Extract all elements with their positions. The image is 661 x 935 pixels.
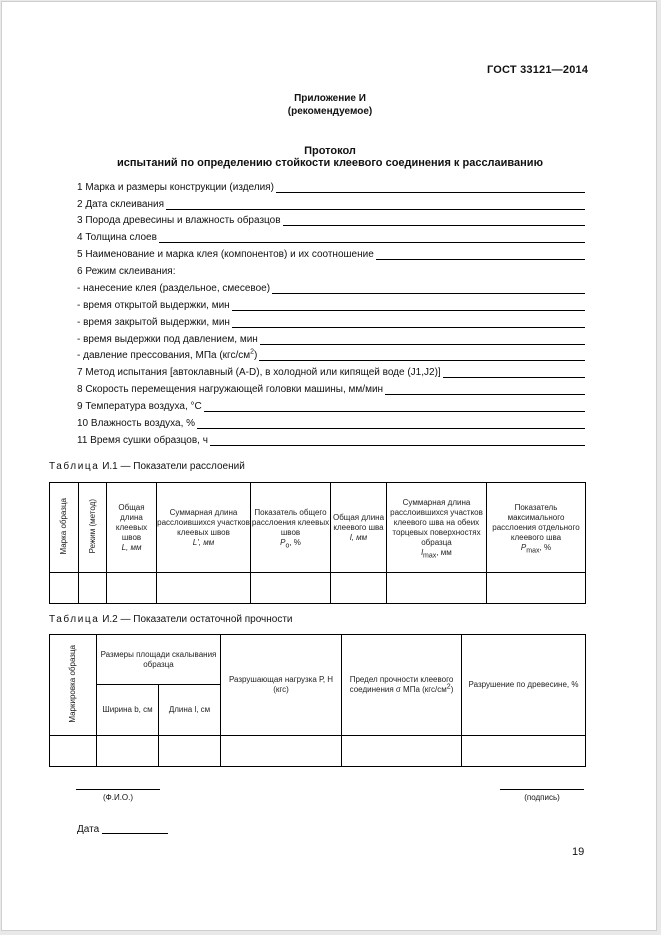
name-line[interactable] [76,789,160,790]
form-item-10: 10 Влажность воздуха, % [77,416,585,430]
form-item-8: 8 Скорость перемещения нагружающей головки машины, мм/мин [77,382,585,396]
table-cell[interactable] [107,573,157,604]
fill-line[interactable] [259,360,585,361]
form-item-6: 6 Режим склеивания: [77,266,176,277]
header-delaminated-length: Суммарная длина расслоившихся участков клеевых швов L', мм [157,483,251,573]
form-item-6-1: - нанесение клея (раздельное, смесевое) [77,281,585,295]
fill-line[interactable] [443,377,585,378]
form-item-11: 11 Время сушки образцов, ч [77,433,585,447]
header-sample-marking: Маркировка образца [50,635,97,736]
table-1-caption: Таблица И.1 — Показатели расслоений [49,461,245,472]
form-item-5: 5 Наименование и марка клея (компонентов) и их соотношение [77,247,585,261]
name-signature: (Ф.И.О.) [76,789,160,802]
table-cell[interactable] [251,573,331,604]
header-wood-failure: Разрушение по древесине, % [462,635,586,736]
header-max-delamination: Показатель максимального расслоения отдельного клеевого шва $Р_{max}$, % [487,483,586,573]
fill-line[interactable] [159,242,585,243]
signature-line[interactable] [500,789,584,790]
header-seam-length: Общая длина клеевого шва l, мм [331,483,387,573]
fill-line[interactable] [272,293,585,294]
header-mode: Режим (метод) [79,483,107,573]
header-total-length: Общая длина клеевых швов L, мм [107,483,157,573]
table-cell[interactable] [221,736,342,767]
form-item-7: 7 Метод испытания [автоклавный (A-D), в холодной или кипящей воде (J1,J2)] [77,365,585,379]
table-cell[interactable] [487,573,586,604]
form-item-3: 3 Порода древесины и влажность образцов [77,213,585,227]
protocol-title: Протокол [304,145,356,157]
form-item-4: 4 Толщина слоев [77,230,585,244]
header-total-delamination: Показатель общего расслоения клеевых швов $Р_о$, % [251,483,331,573]
form-item-6-2: - время открытой выдержки, мин [77,298,585,312]
table-row [50,736,586,767]
page-number: 19 [572,846,585,858]
table-cell[interactable] [387,573,487,604]
header-strength-limit: Предел прочности клеевого соединения σ МПа $(кгс/см^2)$ [342,635,462,736]
table-cell[interactable] [50,573,79,604]
table-cell[interactable] [462,736,586,767]
header-length: Длина l, см [159,685,221,736]
protocol-subtitle: испытаний по определению стойкости клеевого соединения к расслаиванию [117,157,543,169]
fill-line[interactable] [232,310,585,311]
form-item-6-5: - давление прессования, МПа $(кгс/см^2)$ [77,348,585,362]
header-sample-mark: Марка образца [50,483,79,573]
table-cell[interactable] [97,736,159,767]
fill-line[interactable] [376,259,585,260]
table-1 [49,482,586,604]
form-item-6-3: - время закрытой выдержки, мин [77,315,585,329]
signature-block: (подпись) [500,789,584,802]
table-cell[interactable] [342,736,462,767]
fill-line[interactable] [197,428,585,429]
table-row [50,573,586,604]
table-cell[interactable] [79,573,107,604]
fill-line[interactable] [283,225,585,226]
standard-number: ГОСТ 33121—2014 [487,64,589,76]
header-breaking-load: Разрушающая нагрузка Р, Н (кгс) [221,635,342,736]
fill-line[interactable] [204,411,585,412]
document-page [1,1,657,931]
fill-line[interactable] [210,445,585,446]
appendix-title: Приложение И [294,93,366,104]
form-item-2: 2 Дата склеивания [77,197,585,211]
appendix-subtitle: (рекомендуемое) [287,106,373,117]
table-cell[interactable] [50,736,97,767]
table-2 [49,634,586,767]
fill-line[interactable] [385,394,585,395]
table-2-caption: Таблица И.2 — Показатели остаточной прочности [49,614,293,625]
table-cell[interactable] [159,736,221,767]
fill-line[interactable] [260,344,585,345]
form-item-1: 1 Марка и размеры конструкции (изделия) [77,180,585,194]
fill-line[interactable] [166,209,585,210]
form-item-6-4: - время выдержки под давлением, мин [77,332,585,346]
date-field: Дата [77,823,168,835]
header-shear-area: Размеры площади скалывания образца [97,635,221,685]
header-end-delaminated-length: Суммарная длина расслоившихся участков клеевого шва на обеих торцевых поверхностях образца $l_{max}$, мм [387,483,487,573]
header-width: Ширина b, см [97,685,159,736]
table-cell[interactable] [157,573,251,604]
fill-line[interactable] [232,327,585,328]
table-cell[interactable] [331,573,387,604]
fill-line[interactable] [276,192,585,193]
form-item-9: 9 Температура воздуха, °С [77,399,585,413]
date-line[interactable] [102,823,168,834]
